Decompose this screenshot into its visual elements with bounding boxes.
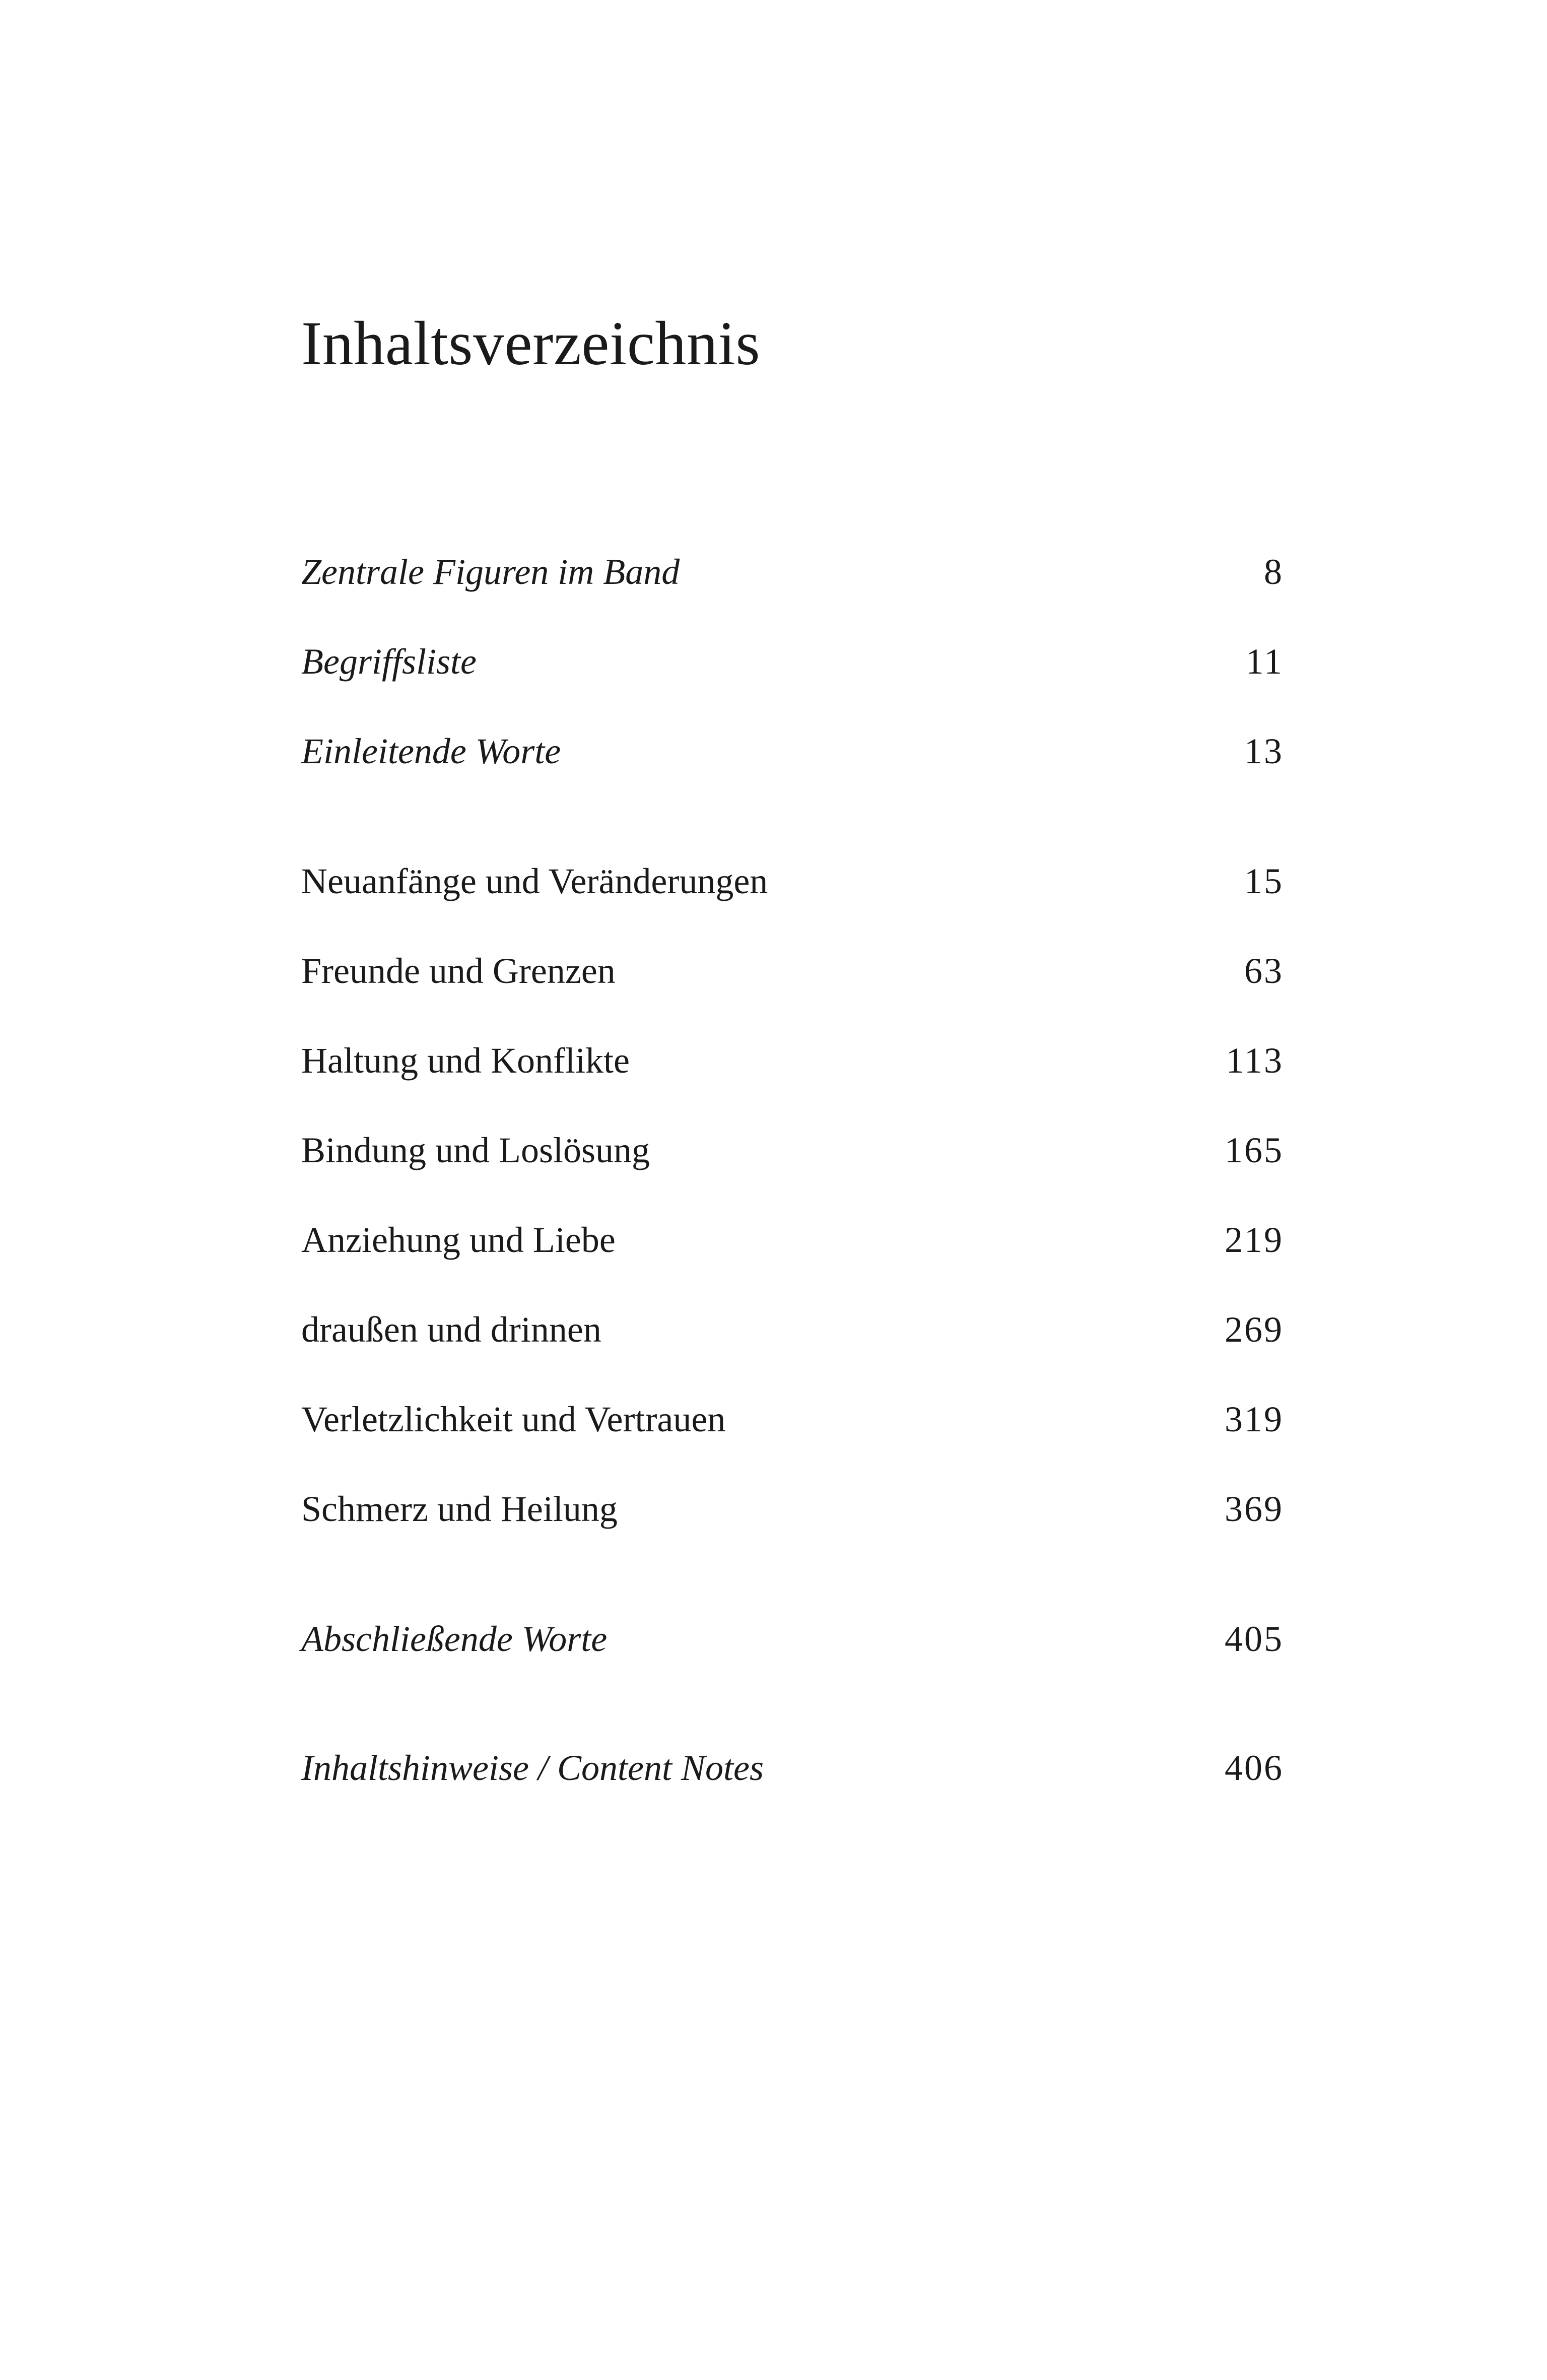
toc-entry-page: 165 xyxy=(1225,1130,1284,1170)
toc-entry-page: 11 xyxy=(1245,641,1284,682)
toc-entry-title: Schmerz und Heilung xyxy=(301,1489,618,1529)
toc-entry[interactable] xyxy=(301,1307,1284,1352)
toc-entry-title: Inhaltshinweise / Content Notes xyxy=(301,1748,764,1788)
toc-entry-page: 8 xyxy=(1264,552,1284,592)
toc-entry[interactable] xyxy=(301,1397,1284,1442)
toc-entry-title: Haltung und Konflikte xyxy=(301,1040,630,1081)
toc-entry-page: 405 xyxy=(1225,1619,1284,1659)
toc-entry-title: Einleitende Worte xyxy=(301,731,561,771)
toc-entry[interactable] xyxy=(301,1128,1284,1173)
toc-entry-page: 15 xyxy=(1244,861,1284,901)
toc-entry-title: Bindung und Loslösung xyxy=(301,1130,650,1170)
toc-entry-page: 319 xyxy=(1225,1399,1284,1439)
toc-entry-page: 63 xyxy=(1244,951,1284,991)
toc-entry[interactable] xyxy=(301,1616,1284,1662)
toc-entry-page: 13 xyxy=(1244,731,1284,771)
toc-entry-title: Freunde und Grenzen xyxy=(301,951,616,991)
toc-entry[interactable] xyxy=(301,858,1284,904)
toc-entry[interactable] xyxy=(301,1745,1284,1791)
toc-entry-page: 113 xyxy=(1226,1040,1284,1081)
toc-entry-page: 219 xyxy=(1225,1220,1284,1260)
toc-entry[interactable] xyxy=(301,639,1284,684)
toc-entry-title: Verletzlichkeit und Vertrauen xyxy=(301,1399,726,1439)
toc-entry[interactable] xyxy=(301,1038,1284,1083)
toc-entry[interactable] xyxy=(301,549,1284,594)
toc-entry-title: Zentrale Figuren im Band xyxy=(301,552,680,592)
toc-entry-title: Anziehung und Liebe xyxy=(301,1220,616,1260)
toc-entry[interactable] xyxy=(301,948,1284,994)
toc-entry-page: 406 xyxy=(1225,1748,1284,1788)
toc-entry-page: 269 xyxy=(1225,1309,1284,1350)
toc-entry-title: Begriffsliste xyxy=(301,641,477,682)
toc-entry[interactable] xyxy=(301,1217,1284,1263)
toc-entry[interactable] xyxy=(301,729,1284,774)
toc-entry[interactable] xyxy=(301,1486,1284,1532)
toc-entry-page: 369 xyxy=(1225,1489,1284,1529)
toc-entry-title: Neuanfänge und Veränderungen xyxy=(301,861,768,901)
toc-entry-title: draußen und drinnen xyxy=(301,1309,601,1350)
page-title: Inhaltsverzeichnis xyxy=(301,309,761,378)
toc-entry-title: Abschließende Worte xyxy=(301,1619,608,1659)
